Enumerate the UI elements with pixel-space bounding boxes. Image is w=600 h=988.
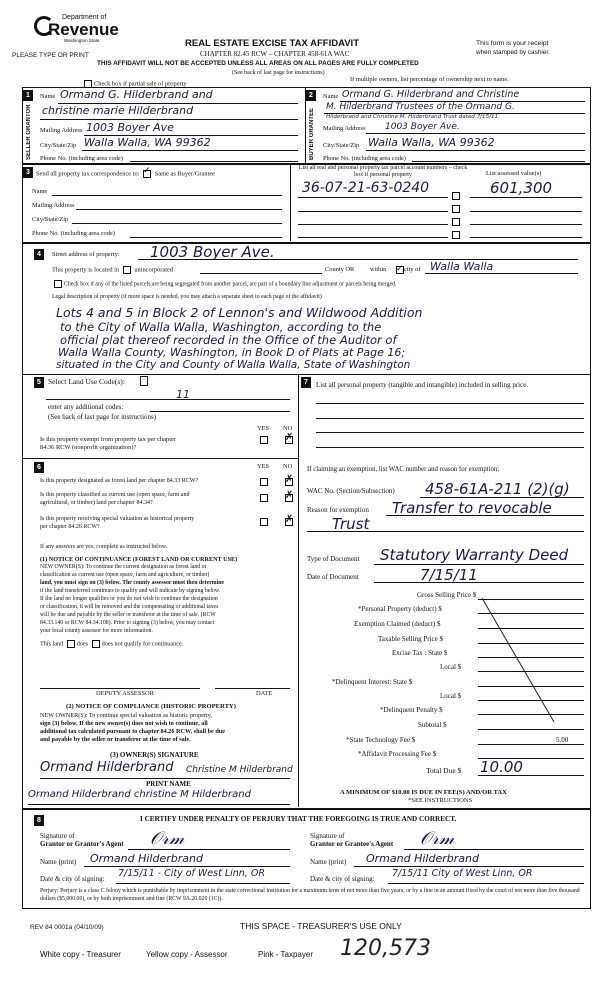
tax-local2-label: Local $	[440, 692, 462, 700]
does-not-label: does not	[101, 640, 123, 648]
land-use-value[interactable]: 11	[176, 388, 190, 401]
deputy-assessor-label: DEPUTY ASSESSOR	[96, 690, 154, 697]
reason-value-2[interactable]: Trust	[332, 515, 370, 533]
notice-continuance-line8: 84.33.140 or RCW 84.34.108). Prior to signing (3) below, you may contact	[40, 620, 215, 626]
checkmark-icon: ✗	[285, 432, 294, 443]
grantor-sig-label-1: Signature of	[40, 832, 75, 840]
tax-taxable-label: Taxable Selling Price $	[378, 635, 444, 643]
county-or-label: County OR	[325, 266, 355, 273]
does-not-checkbox[interactable]	[92, 640, 100, 648]
notice-continuance-line7: will be due and payable by the seller or transferor at the time of sale. (RCW	[40, 612, 216, 618]
seller-city-label: City/State/Zip	[40, 142, 77, 149]
seller-name-line2[interactable]: christine marie Hilderbrand	[42, 104, 194, 117]
parcel-header: List all real and personal property tax parcel account numbers – check box if personal property	[298, 165, 468, 178]
personal-property-checkbox-3[interactable]	[452, 218, 460, 226]
unincorporated-label: unincorporated	[134, 266, 173, 274]
checkmark-icon: ✗	[285, 514, 294, 525]
notice-compliance-line2: sign (3) below. If the new owner(s) does not wish to continue, all	[40, 720, 208, 727]
form-title: REAL ESTATE EXCISE TAX AFFIDAVIT	[185, 38, 360, 49]
tax-personal-label: *Personal Property (deduct) $	[358, 605, 442, 613]
seller-phone-label: Phone No. (including area code)	[40, 155, 123, 162]
grantee-sig-label-2: Grantor or Grantee's Agent	[310, 840, 394, 848]
notice-continuance-line2: classification as current use (open space, farm and agriculture, or timber)	[40, 572, 210, 578]
assessed-header: List assessed value(s)	[486, 170, 542, 177]
receipt-note-1: This form is your receipt	[476, 40, 549, 47]
doc-type-label: Type of Document	[307, 555, 360, 563]
this-land-label: This land	[40, 640, 64, 648]
receipt-number: 120,573	[340, 936, 431, 961]
tax-local-label: Local $	[440, 663, 462, 671]
if-yes-instruction: If any answers are yes, complete as instructed below.	[40, 544, 168, 550]
segregated-checkbox[interactable]	[54, 280, 62, 288]
owner-signature-2[interactable]: Christine M Hilderbrand	[186, 765, 293, 775]
segregated-row	[52, 280, 396, 289]
grantor-name-print[interactable]: Ormand Hilderbrand	[90, 852, 203, 865]
doc-date-value[interactable]: 7/15/11	[420, 566, 478, 584]
section-3-number: 3	[23, 167, 33, 178]
current-use-question-2: agricultural, or timber) land per chapter 84.34?	[40, 500, 153, 506]
section-6-number: 6	[34, 462, 44, 473]
notice-compliance-line1: NEW OWNER(S): To continue special valuation as historic property,	[40, 712, 212, 719]
buyer-name-line2[interactable]: M. Hilderbrand Trustees of the Ormand G.	[326, 102, 515, 112]
tax-total-due-label: Total Due $	[426, 766, 462, 775]
personal-property-label: List all personal property (tangible and intangible) included in selling price.	[316, 381, 529, 389]
buyer-phone-label: Phone No. (including area code)	[323, 155, 406, 162]
this-land-row	[40, 640, 183, 648]
corr-city-label: City/State/Zip	[32, 216, 69, 223]
section5-no-header: NO	[283, 425, 293, 432]
corr-mailing-label: Mailing Address	[32, 202, 75, 209]
section-4-number: 4	[34, 249, 44, 260]
tax-total-due-value[interactable]: 10.00	[480, 758, 523, 776]
historic-question-2: per chapter 84.26 RCW?	[40, 524, 100, 530]
buyer-name-line3[interactable]: Hilderbrand and Christine M. Hilderbrand Trust dated 7/15/11	[326, 114, 499, 120]
legal-description-line2[interactable]: to the City of Walla Walla, Washington, according to the	[60, 320, 382, 334]
notice-continuance-line9: your local county assessor for more information.	[40, 628, 153, 634]
exempt-no-checkbox[interactable]	[285, 432, 294, 444]
exempt-yes-checkbox[interactable]	[260, 436, 268, 444]
historic-yes-checkbox[interactable]	[260, 518, 268, 526]
deputy-date-label: DATE	[256, 690, 273, 697]
section6-yes-header: YES	[257, 463, 270, 470]
checkmark-icon: ✓	[143, 165, 151, 175]
within-label: within	[370, 266, 387, 273]
legal-description-line4[interactable]: Walla Walla County, Washington, in Book D of Plats at Page 16;	[58, 346, 406, 359]
section-7-number: 7	[301, 377, 311, 388]
does-label: does	[76, 640, 89, 648]
legal-description-line1[interactable]: Lots 4 and 5 in Block 2 of Lennon's and Wildwood Addition	[56, 305, 423, 320]
tax-subtotal-label: Subtotal $	[418, 721, 447, 729]
notice-continuance-line1: NEW OWNER(S): To continue the current designation as forest land or	[40, 564, 207, 570]
reason-value-1[interactable]: Transfer to revocable	[392, 499, 552, 517]
current-use-question-1: Is this property classified as current use (open space, farm and	[40, 492, 190, 498]
personal-property-checkbox-1[interactable]	[452, 192, 460, 200]
exempt-question-2: 84.36 RCW (nonprofit organization)?	[40, 444, 137, 451]
doc-date-label: Date of Document	[307, 573, 359, 581]
seller-mailing-label: Mailing Address	[40, 127, 83, 134]
section6-no-header: NO	[283, 463, 293, 470]
section-5-number: 5	[34, 377, 44, 388]
located-row	[52, 266, 173, 274]
notice-continuance-line4: if the land transferred continues to qualify and will indicate by signing below.	[40, 588, 221, 594]
located-label: This property is located in	[52, 266, 120, 274]
city-of-value[interactable]: Walla Walla	[430, 260, 494, 273]
notice-continuance-title: (1) NOTICE OF CONTINUANCE (FOREST LAND OR CURRENT USE)	[40, 556, 238, 563]
receipt-note-2: when stamped by cashier.	[476, 49, 550, 56]
assessed-value[interactable]: 601,300	[490, 179, 553, 197]
logo-dept-text: Department of	[62, 14, 107, 21]
wac-label: WAC No. (Section/Subsection)	[307, 487, 395, 495]
grantee-date-label: Date & city of signing:	[310, 875, 375, 883]
reason-label: Reason for exemption	[307, 506, 369, 514]
tax-tech-fee-label: *State Technology Fee $	[346, 736, 416, 744]
land-use-dropdown-icon[interactable]	[140, 376, 148, 386]
treasurer-space-label: THIS SPACE - TREASURER'S USE ONLY	[240, 921, 402, 931]
street-address-value[interactable]: 1003 Boyer Ave.	[150, 243, 275, 261]
seller-name-line1[interactable]: Ormand G. Hilderbrand and	[60, 88, 213, 101]
grantee-date-value[interactable]: 7/15/11 City of West Linn, OR	[392, 868, 533, 879]
historic-no-checkbox[interactable]	[285, 514, 294, 526]
buyer-mailing-value[interactable]: 1003 Boyer Ave.	[385, 122, 460, 132]
land-use-label: Select Land Use Code(s):	[48, 377, 125, 386]
legal-description-line3[interactable]: official plat thereof recorded in the Office of the Auditor of	[60, 333, 397, 347]
notice-compliance-line4: and payable by the seller or transferor at the time of sale.	[40, 736, 191, 743]
current-use-yes-checkbox[interactable]	[260, 494, 268, 502]
section-8-number: 8	[34, 815, 44, 826]
logo-revenue-text: Revenue	[48, 20, 119, 39]
please-type-label: PLEASE TYPE OR PRINT	[12, 52, 89, 59]
city-of-label: city of	[404, 266, 421, 273]
form-warning: THIS AFFIDAVIT WILL NOT BE ACCEPTED UNLESS ALL AREAS ON ALL PAGES ARE FULLY COMPLETED	[97, 60, 419, 67]
rev-number: REV 84 0001a (04/10/09)	[30, 924, 104, 931]
tax-delinquent-penalty-label: *Delinquent Penalty $	[380, 706, 443, 714]
corr-phone-label: Phone No. (including area code)	[32, 230, 115, 237]
tax-excise-state-label: Excise Tax : State $	[392, 649, 448, 657]
notice-compliance-title: (2) NOTICE OF COMPLIANCE (HISTORIC PROPERTY)	[66, 703, 236, 710]
checkmark-icon: ✗	[285, 474, 294, 485]
buyer-city-label: City/State/Zip	[323, 142, 360, 149]
grantor-date-value[interactable]: 7/15/11 - City of West Linn, OR	[118, 868, 265, 879]
see-back-note: (See back of last page for instructions)	[232, 70, 325, 76]
tax-affidavit-fee-label: *Affidavit Processing Fee $	[358, 750, 437, 758]
section-2-number: 2	[306, 90, 316, 101]
buyer-grantee-label: BUYER GRANTEE	[309, 107, 315, 160]
send-correspondence-label: Send all property tax correspondence to:	[36, 170, 140, 178]
land-use-see-back: (See back of last page for instructions)	[48, 413, 157, 421]
strike-through-line	[478, 596, 558, 726]
street-address-label: Street address of property:	[52, 251, 120, 258]
forest-question: Is this property designated as forest land per chapter 84.33 RCW?	[40, 478, 199, 484]
seller-city-value[interactable]: Walla Walla, WA 99362	[84, 136, 211, 149]
checkmark-icon: ✗	[285, 490, 294, 501]
partial-sale-label: Check box if partial sale of property	[94, 80, 187, 88]
print-name-label: PRINT NAME	[146, 780, 191, 788]
yellow-copy-label: Yellow copy - Assessor	[146, 950, 228, 959]
tax-delinquent-interest-label: *Delinquent Interest: State $	[332, 678, 413, 686]
grantee-signature[interactable]: 𝒪𝓇𝓂	[420, 828, 455, 849]
section-1-number: 1	[23, 90, 33, 101]
legal-description-line5[interactable]: situated in the City and County of Walla Walla, State of Washington	[56, 359, 411, 371]
buyer-name-label: Name	[323, 93, 339, 100]
grantor-date-label: Date & city of signing:	[40, 875, 105, 883]
same-as-buyer-label: Same as Buyer/Grantee	[154, 170, 216, 178]
personal-property-checkbox-2[interactable]	[452, 205, 460, 213]
section5-yes-header: YES	[257, 425, 270, 432]
buyer-name-line1[interactable]: Ormand G. Hilderbrand and Christine	[342, 89, 520, 100]
seller-mailing-value[interactable]: 1003 Boyer Ave	[86, 121, 174, 134]
doc-type-value[interactable]: Statutory Warranty Deed	[380, 546, 569, 564]
grantee-sig-label-1: Signature of	[310, 832, 345, 840]
grantor-name-print-label: Name (print)	[40, 858, 77, 866]
notice-continuance-line5: If the land no longer qualifies or you do not wish to continue the designation	[40, 596, 218, 602]
seller-name-label: Name	[40, 93, 56, 100]
corr-name-label: Name	[32, 188, 48, 195]
legal-description-label: Legal description of property (if more space is needed, you may attach a separate sheet to each page of the affidavit)	[52, 294, 322, 300]
exemption-claim-label: If claiming an exemption, list WAC number and reason for exemption:	[307, 466, 500, 473]
notice-compliance-line3: additional tax calculated pursuant to chapter 84.26 RCW, shall be due	[40, 728, 225, 735]
personal-property-checkbox-4[interactable]	[452, 231, 460, 239]
minimum-due-note: A MINIMUM OF $10.00 IS DUE IN FEE(S) AND/OR TAX	[340, 789, 507, 796]
see-instructions-note: *SEE INSTRUCTIONS	[408, 797, 473, 804]
multiple-owners-note: If multiple owners, list percentage of ownership next to name.	[350, 76, 509, 83]
tax-gross-label: Gross Selling Price $	[417, 591, 477, 599]
tax-tech-fee-value: 5.00	[556, 736, 569, 744]
grantee-name-print[interactable]: Ormand Hilderbrand	[366, 852, 479, 865]
exempt-question-1: Is this property exempt from property tax per chapter	[40, 436, 176, 443]
notice-continuance-line3: land, you must sign on (3) below. The county assessor must then determine	[40, 580, 225, 586]
form-chapter: CHAPTER 82.45 RCW – CHAPTER 458-61A WAC	[200, 50, 350, 58]
segregated-note: Check box if any of the listed parcels are being segregated from another parcel, are part of a boundary line adjustment or parcels being merged.	[64, 281, 397, 288]
white-copy-label: White copy - Treasurer	[40, 950, 121, 959]
historic-question-1: Is this property receiving special valuation as historical property	[40, 516, 195, 522]
grantee-name-print-label: Name (print)	[310, 858, 347, 866]
buyer-mailing-label: Mailing Address	[323, 125, 366, 132]
perjury-statement: Perjury: Perjury is a class C felony which is punishable by imprisonment in the state correctional institution for a maximum term of not more than five years, or by a fine in an amount fixed by the court of not more than five thousand dollars ($5,000.00), or by both imprisonment and fine (RCW 9A.20.020 (1C)).	[40, 888, 580, 902]
checkmark-icon: ✓	[396, 263, 404, 273]
forest-no-checkbox[interactable]	[285, 474, 294, 486]
logo-state-text: Washington State	[64, 38, 100, 43]
grantor-sig-label-2: Grantor or Grantor's Agent	[40, 840, 124, 848]
qualify-label: qualify for continuance.	[123, 640, 184, 648]
unincorporated-checkbox[interactable]	[123, 266, 131, 274]
notice-continuance-line6: or classification, it will be removed and the compensating or additional taxes	[40, 604, 219, 610]
buyer-city-value[interactable]: Walla Walla, WA 99362	[368, 136, 495, 149]
same-as-buyer-checkbox[interactable]	[143, 165, 151, 178]
owner-signature-1[interactable]: Ormand Hilderbrand	[40, 760, 174, 775]
city-of-checkbox[interactable]	[396, 263, 404, 274]
certify-statement: I CERTIFY UNDER PENALTY OF PERJURY THAT THE FOREGOING IS TRUE AND CORRECT.	[140, 815, 457, 823]
seller-grantor-label: SELLER GRANTOR	[26, 104, 32, 160]
send-correspondence-row	[36, 165, 216, 178]
additional-codes-label: enter any additional codes:	[48, 403, 124, 411]
wac-value[interactable]: 458-61A-211 (2)(g)	[425, 480, 570, 498]
tax-exemption-label: Exemption Claimed (deduct) $	[354, 620, 441, 628]
forest-yes-checkbox[interactable]	[260, 478, 268, 486]
does-checkbox[interactable]	[67, 640, 75, 648]
print-name-value[interactable]: Ormand Hilderbrand christine M Hilderbrand	[28, 789, 251, 800]
current-use-no-checkbox[interactable]	[285, 490, 294, 502]
parcel-number-value[interactable]: 36-07-21-63-0240	[302, 180, 430, 196]
owner-signature-label: (3) OWNER(S) SIGNATURE	[110, 751, 199, 759]
pink-copy-label: Pink - Taxpayer	[258, 950, 313, 959]
dor-logo	[34, 14, 119, 44]
grantor-signature[interactable]: 𝒪𝓇𝓂	[150, 828, 185, 849]
